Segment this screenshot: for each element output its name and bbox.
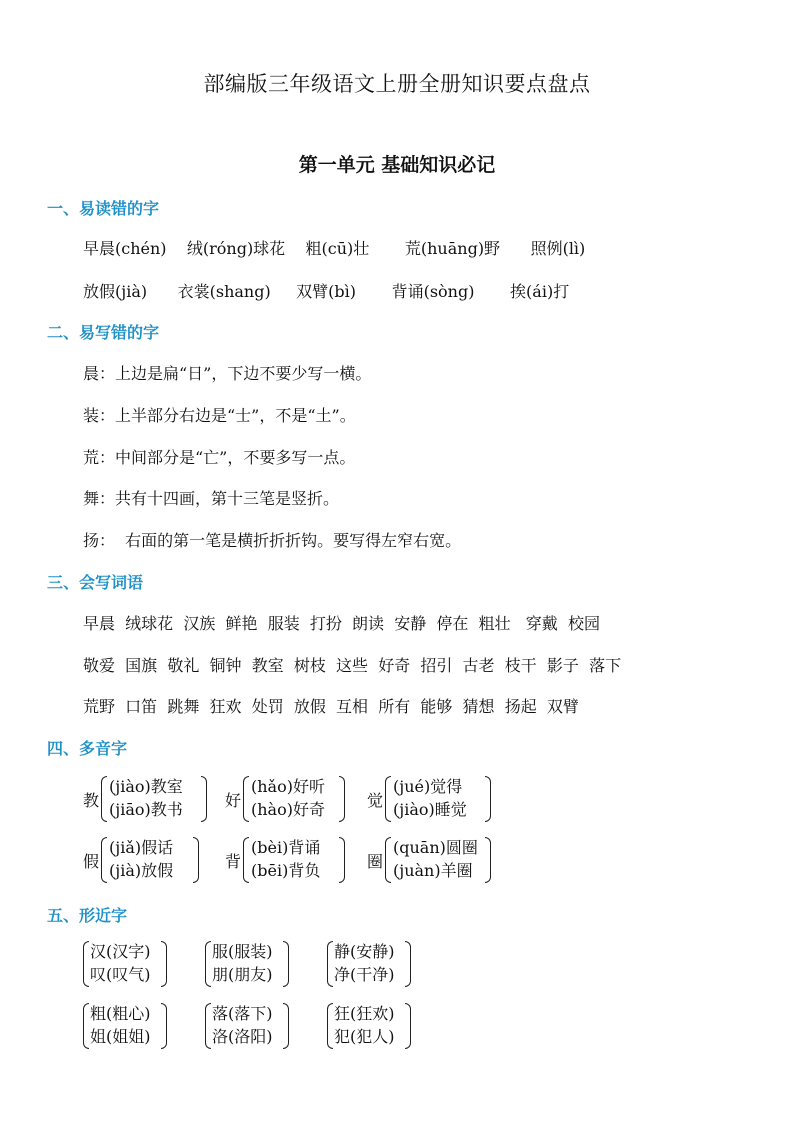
brace-right	[161, 1003, 167, 1049]
similar-char-group	[83, 939, 173, 991]
polyphone-reading-2: (jià)放假	[109, 861, 174, 880]
brace-left	[327, 1003, 333, 1049]
similar-char-2: 朋(朋友)	[212, 965, 273, 984]
polyphone-reading-2: (jiào)睡觉	[393, 800, 467, 819]
brace-right	[405, 1003, 411, 1049]
polyphone-reading-1: (bèi)背诵	[251, 838, 321, 857]
polyphone-group	[83, 774, 213, 826]
polyphone-reading-2: (juàn)羊圈	[393, 861, 473, 880]
brace-left	[205, 941, 211, 987]
similar-char-1: 汉(汉字)	[90, 942, 151, 961]
polyphone-group	[225, 835, 355, 887]
polyphone-char: 教	[83, 791, 100, 810]
brace-left	[243, 776, 249, 822]
brace-right	[485, 776, 491, 822]
brace-right	[283, 1003, 289, 1049]
misread-line-1: 早晨(chén) 绒(róng)球花 粗(cū)壮 荒(huāng)野 照例(lì)	[83, 239, 586, 258]
similar-char-1: 服(服装)	[212, 942, 273, 961]
similar-char-2: 姐(姐姐)	[90, 1027, 151, 1046]
polyphone-reading-1: (hǎo)好听	[251, 777, 325, 796]
brace-left	[385, 837, 391, 883]
words-line: 早晨 绒球花 汉族 鲜艳 服装 打扮 朗读 安静 停在 粗壮 穿戴 校园	[83, 614, 600, 633]
similar-char-group	[205, 1001, 295, 1053]
polyphone-reading-1: (jiào)教室	[109, 777, 183, 796]
polyphone-reading-2: (bēi)背负	[251, 861, 321, 880]
brace-left	[83, 1003, 89, 1049]
polyphone-char: 圈	[367, 852, 384, 871]
polyphone-group	[367, 774, 497, 826]
miswritten-line: 荒：中间部分是“亡”，不要多写一点。	[83, 448, 356, 467]
misread-line-2: 放假(jià) 衣裳(shang) 双臂(bì) 背诵(sòng) 挨(ái)打	[83, 282, 570, 301]
miswritten-line: 晨：上边是扁“日”，下边不要少写一横。	[83, 364, 372, 383]
similar-char-group	[327, 1001, 417, 1053]
polyphone-group	[225, 774, 355, 826]
polyphone-reading-1: (quān)圆圈	[393, 838, 478, 857]
polyphone-reading-2: (jiāo)教书	[109, 800, 183, 819]
polyphone-char: 好	[225, 791, 242, 810]
brace-left	[385, 776, 391, 822]
section-heading-polyphones: 四、多音字	[47, 739, 128, 758]
brace-left	[243, 837, 249, 883]
miswritten-line: 舞：共有十四画，第十三笔是竖折。	[83, 489, 340, 508]
similar-char-1: 粗(粗心)	[90, 1004, 151, 1023]
brace-left	[101, 837, 107, 883]
section-heading-miswritten: 二、易写错的字	[47, 323, 160, 342]
unit-title: 第一单元 基础知识必记	[298, 154, 496, 176]
polyphone-reading-1: (jué)觉得	[393, 777, 463, 796]
polyphone-group	[367, 835, 497, 887]
polyphone-char: 背	[225, 852, 242, 871]
polyphone-char: 觉	[367, 791, 384, 810]
brace-right	[339, 837, 345, 883]
similar-char-1: 落(落下)	[212, 1004, 273, 1023]
similar-char-1: 狂(狂欢)	[334, 1004, 395, 1023]
polyphone-char: 假	[83, 852, 100, 871]
words-line: 敬爱 国旗 敬礼 铜钟 教室 树枝 这些 好奇 招引 古老 枝干 影子 落下	[83, 656, 622, 675]
brace-right	[485, 837, 491, 883]
brace-right	[193, 837, 199, 883]
brace-left	[205, 1003, 211, 1049]
similar-char-group	[205, 939, 295, 991]
similar-char-2: 叹(叹气)	[90, 965, 151, 984]
similar-char-2: 洛(洛阳)	[212, 1027, 273, 1046]
words-line: 荒野 口笛 跳舞 狂欢 处罚 放假 互相 所有 能够 猜想 扬起 双臂	[83, 697, 579, 716]
miswritten-line: 扬： 右面的第一笔是横折折折钩。要写得左窄右宽。	[83, 531, 462, 550]
brace-right	[405, 941, 411, 987]
document-title: 部编版三年级语文上册全册知识要点盘点	[203, 72, 591, 96]
brace-left	[83, 941, 89, 987]
polyphone-reading-1: (jiǎ)假话	[109, 838, 174, 857]
miswritten-line: 装：上半部分右边是“士”，不是“土”。	[83, 406, 356, 425]
brace-left	[101, 776, 107, 822]
section-heading-words: 三、会写词语	[47, 573, 144, 592]
section-heading-misread: 一、易读错的字	[47, 199, 160, 218]
brace-right	[161, 941, 167, 987]
section-heading-similar-chars: 五、形近字	[47, 906, 128, 925]
brace-left	[327, 941, 333, 987]
polyphone-group	[83, 835, 213, 887]
similar-char-group	[83, 1001, 173, 1053]
polyphone-reading-2: (hào)好奇	[251, 800, 325, 819]
similar-char-group	[327, 939, 417, 991]
brace-right	[201, 776, 207, 822]
similar-char-1: 静(安静)	[334, 942, 395, 961]
brace-right	[339, 776, 345, 822]
brace-right	[283, 941, 289, 987]
similar-char-2: 净(干净)	[334, 965, 395, 984]
similar-char-2: 犯(犯人)	[334, 1027, 395, 1046]
